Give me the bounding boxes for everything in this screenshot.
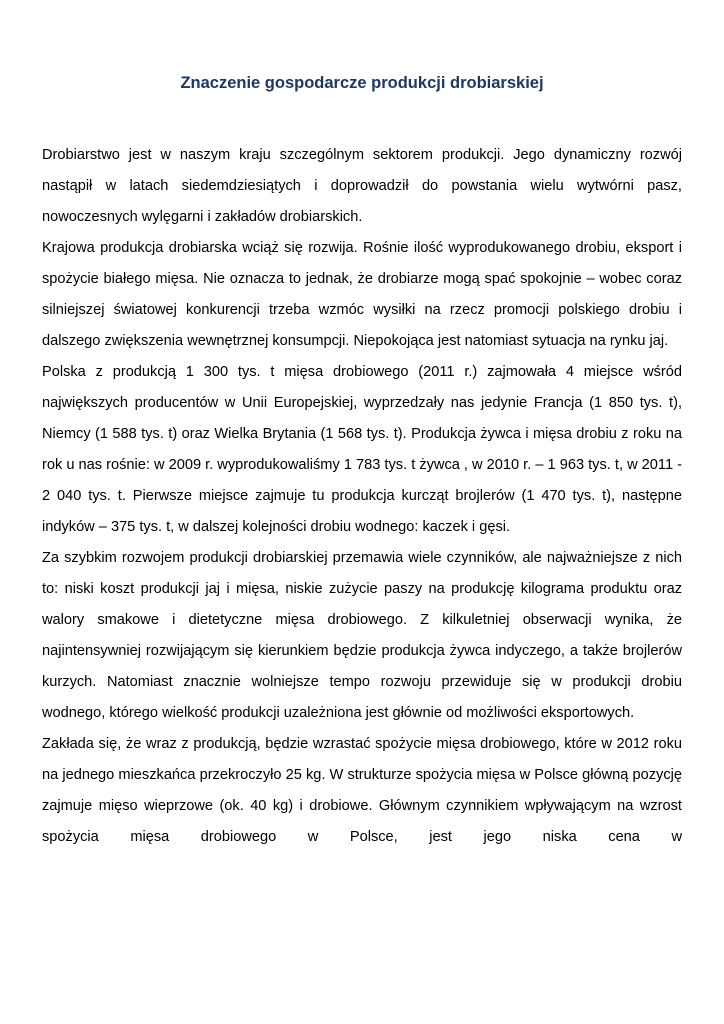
paragraph-1: Drobiarstwo jest w naszym kraju szczególnym sektorem produkcji. Jego dynamiczny rozwój nastąpił w latach siedemdziesiątych i doprowadził do powstania wielu wytwórni pasz, nowoczesnych wylęgarni i zakładów drobiarskich. bbox=[42, 147, 682, 225]
document-title: Znaczenie gospodarcze produkcji drobiarskiej bbox=[180, 74, 544, 92]
paragraph-4: Za szybkim rozwojem produkcji drobiarskiej przemawia wiele czynników, ale najważniejsze z nich to: niski koszt produkcji jaj i mięsa, niskie zużycie paszy na produkcję kilograma produktu oraz walory smakowe i dietetyczne mięsa drobiowego. Z kilkuletniej obserwacji wynika, że najintensywniej rozwijającym się kierunkiem będzie produkcja żywca indyczego, a także brojlerów kurzych. Natomiast znacznie wolniejsze tempo rozwoju przewiduje się w produkcji drobiu wodnego, którego wielkość produkcji uzależniona jest głównie od możliwości eksportowych. bbox=[42, 550, 682, 721]
document-body bbox=[42, 140, 682, 853]
paragraph-5: Zakłada się, że wraz z produkcją, będzie wzrastać spożycie mięsa drobiowego, które w 2012 roku na jednego mieszkańca przekroczyło 25 kg. W strukturze spożycia mięsa w Polsce główną pozycję zajmuje mięso wieprzowe (ok. 40 kg) i drobiowe. Głównym czynnikiem wpływającym na wzrost spożycia mięsa drobiowego w Polsce, jest jego niska cena w bbox=[42, 736, 682, 845]
paragraph-3: Polska z produkcją 1 300 tys. t mięsa drobiowego (2011 r.) zajmowała 4 miejsce wśród największych producentów w Unii Europejskiej, wyprzedzały nas jedynie Francja (1 850 tys. t), Niemcy (1 588 tys. t) oraz Wielka Brytania (1 568 tys. t). Produkcja żywca i mięsa drobiu z roku na rok u nas rośnie: w 2009 r. wyprodukowaliśmy 1 783 tys. t żywca , w 2010 r. – 1 963 tys. t, w 2011 - 2 040 tys. t. Pierwsze miejsce zajmuje tu produkcja kurcząt brojlerów (1 470 tys. t), następne indyków – 375 tys. t, w dalszej kolejności drobiu wodnego: kaczek i gęsi. bbox=[42, 364, 682, 535]
paragraph-2: Krajowa produkcja drobiarska wciąż się rozwija. Rośnie ilość wyprodukowanego drobiu, eksport i spożycie białego mięsa. Nie oznacza to jednak, że drobiarze mogą spać spokojnie – wobec coraz silniejszej światowej konkurencji trzeba wzmóc wysiłki na rzecz promocji polskiego drobiu i dalszego zwiększenia wewnętrznej konsumpcji. Niepokojąca jest natomiast sytuacja na rynku jaj. bbox=[42, 240, 682, 349]
